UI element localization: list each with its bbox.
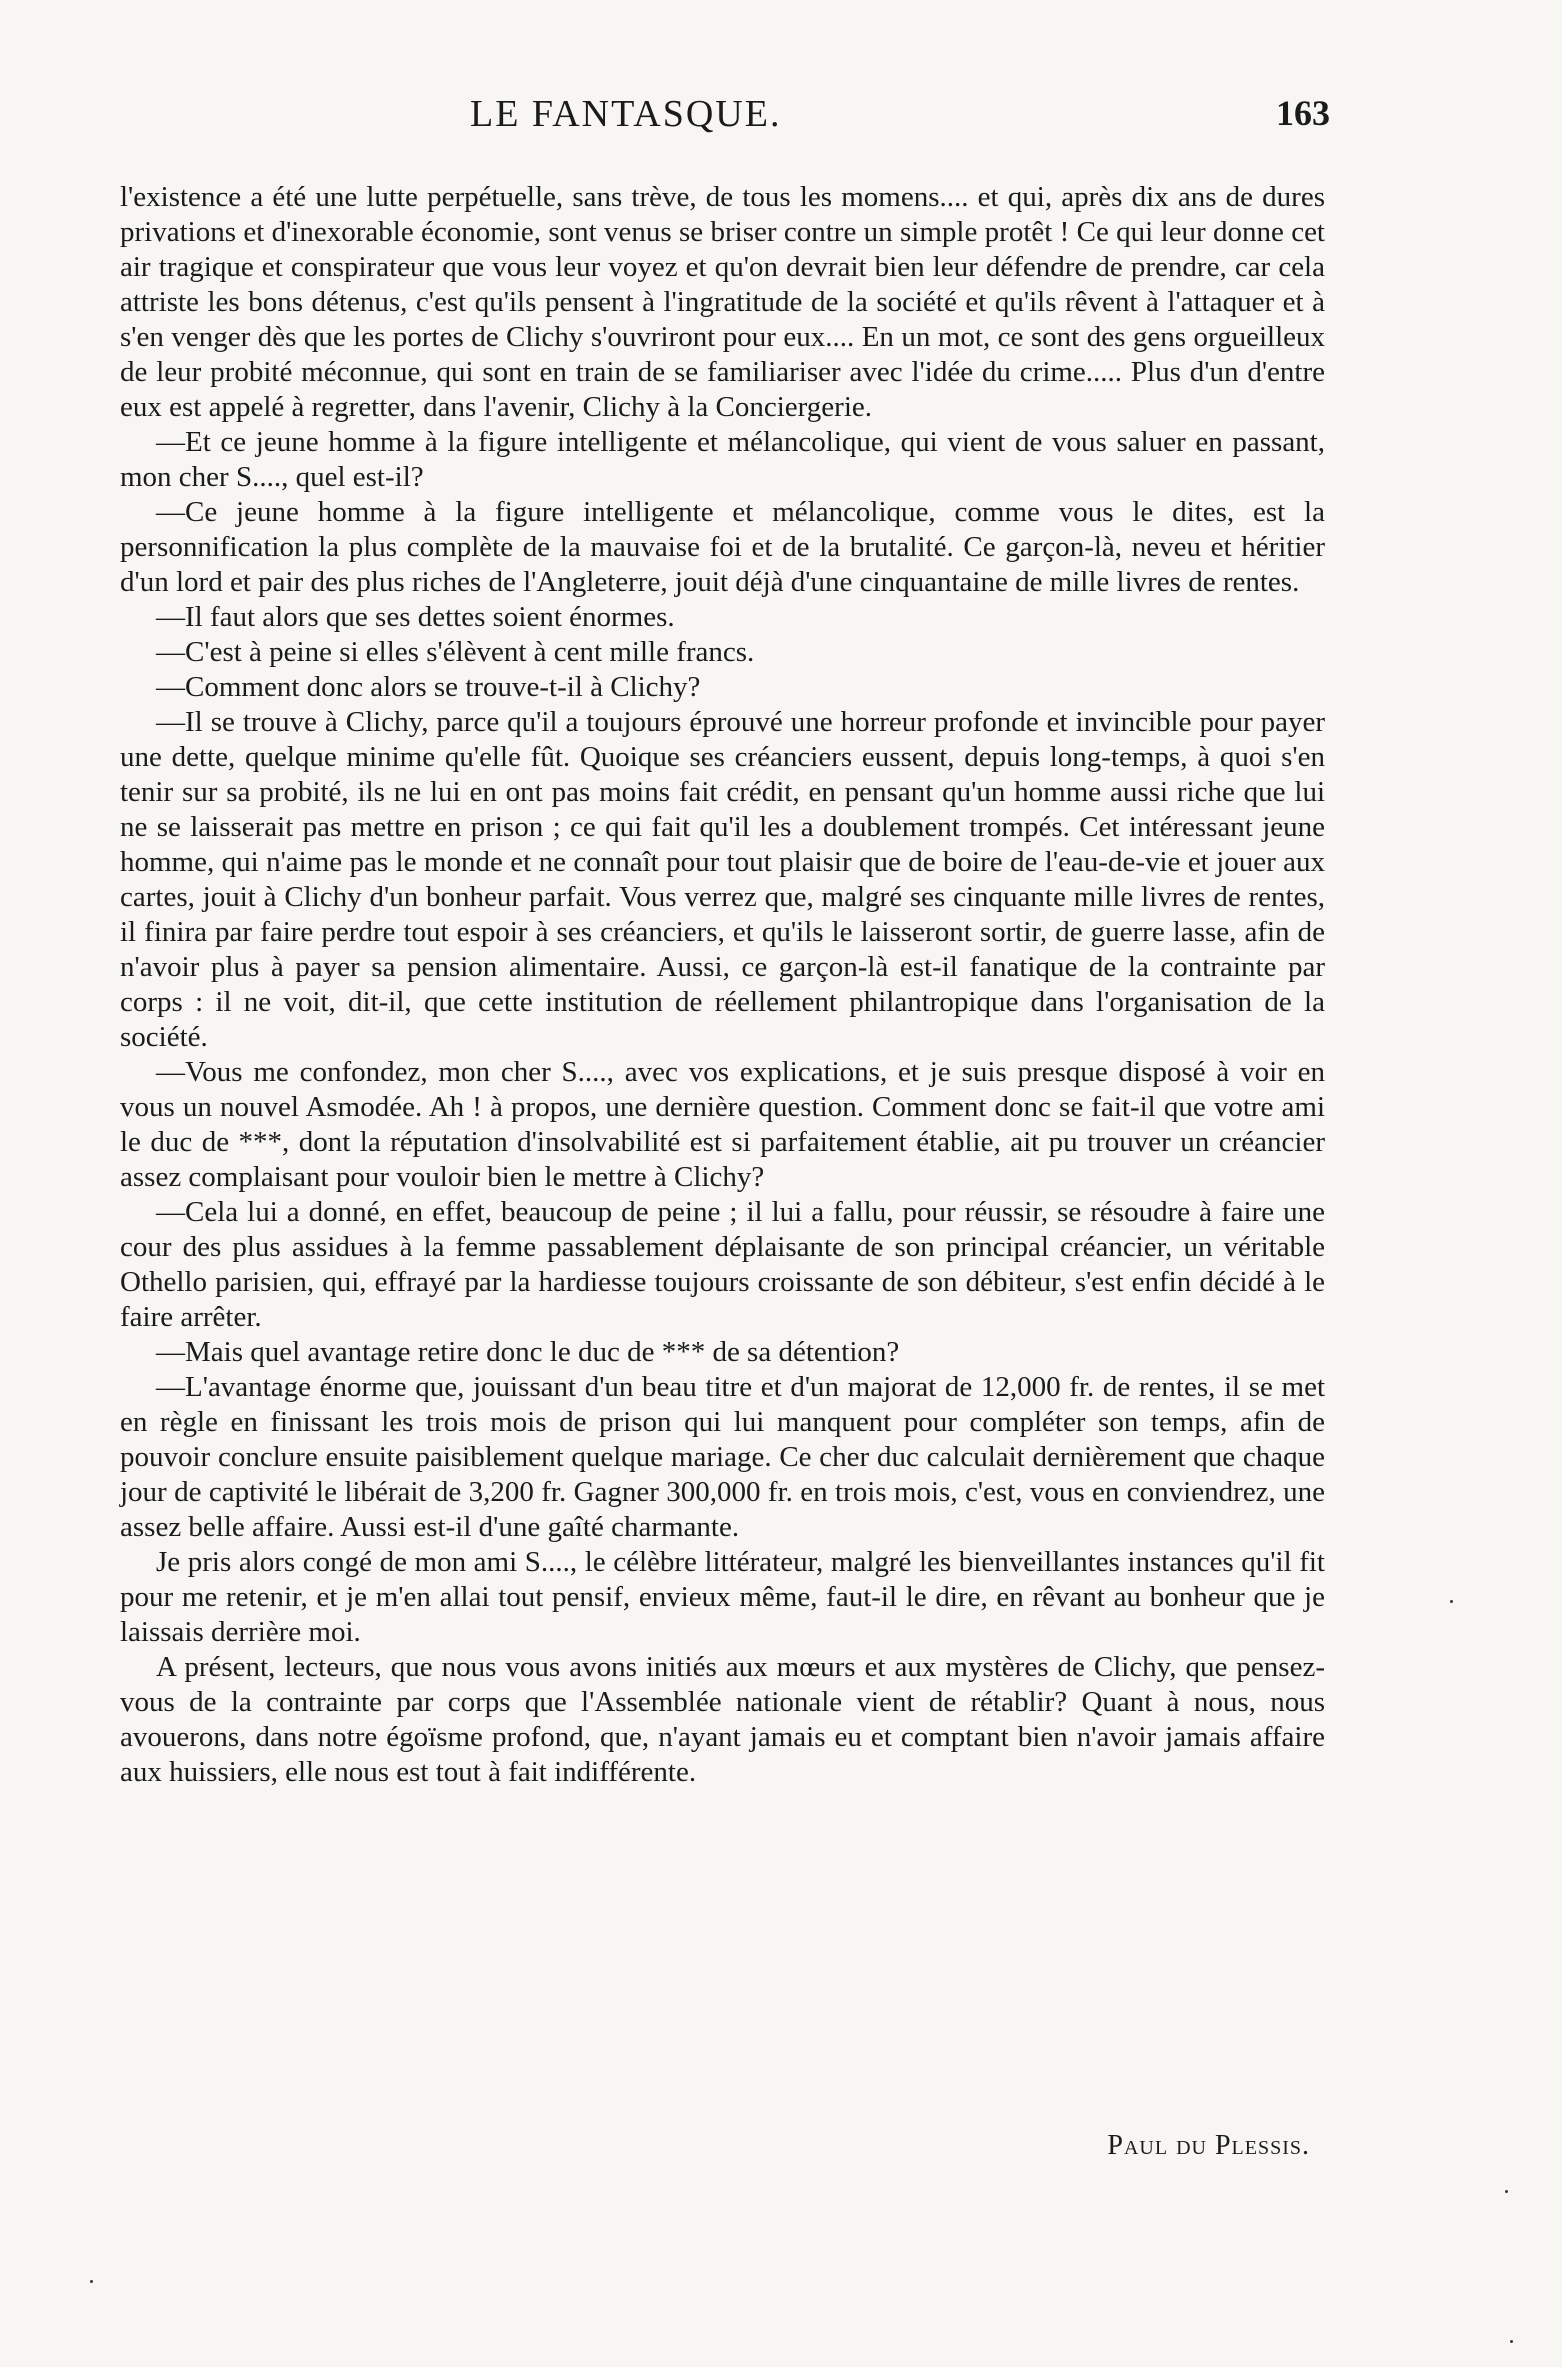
- paragraph: —Comment donc alors se trouve-t-il à Clichy?: [156, 671, 701, 703]
- paragraph: —L'avantage énorme que, jouissant d'un beau titre et d'un majorat de 12,000 fr. de rentes, il se met en règle en finissant les trois mois de prison qui lui manquent pour compléter son temps, afin de pouvoir conclure ensuite paisiblement quelque mariage. Ce cher duc calculait dernièrement que chaque jour de captivité le libérait de 3,200 fr. Gagner 300,000 fr. en trois mois, c'est, vous en conviendrez, une assez belle affaire. Aussi est-il d'une gaîté charmante.: [120, 1371, 1325, 1543]
- paragraph: —Mais quel avantage retire donc le duc de *** de sa détention?: [156, 1336, 900, 1368]
- paragraph: —Il faut alors que ses dettes soient énormes.: [156, 601, 675, 633]
- page-header: [100, 92, 1350, 152]
- paragraph: l'existence a été une lutte perpétuelle, sans trève, de tous les momens.... et qui, après dix ans de dures privations et d'inexorable économie, sont venus se briser contre un simple protêt ! Ce qui leur donne cet air tragique et conspirateur que vous leur voyez et qu'on devrait bien leur défendre de prendre, car cela attriste les bons détenus, c'est qu'ils pensent à l'ingratitude de la société et qu'ils rêvent à l'attaquer et à s'en venger dès que les portes de Clichy s'ouvriront pour eux.... En un mot, ce sont des gens orgueilleux de leur probité méconnue, qui sont en train de se familiariser avec l'idée du crime..... Plus d'un d'entre eux est appelé à regretter, dans l'avenir, Clichy à la Conciergerie.: [120, 181, 1325, 423]
- paragraph: —Ce jeune homme à la figure intelligente et mélancolique, comme vous le dites, est la personnification la plus complète de la mauvaise foi et de la brutalité. Ce garçon-là, neveu et héritier d'un lord et pair des plus riches de l'Angleterre, jouit déjà d'une cinquantaine de mille livres de rentes.: [120, 496, 1325, 598]
- running-title: LE FANTASQUE.: [470, 93, 782, 135]
- ink-speck: [1510, 2340, 1513, 2343]
- paragraph: —Vous me confondez, mon cher S...., avec vos explications, et je suis presque disposé à voir en vous un nouvel Asmodée. Ah ! à propos, une dernière question. Comment donc se fait-il que votre ami le duc de ***, dont la réputation d'insolvabilité est si parfaitement établie, ait pu trouver un créancier assez complaisant pour vouloir bien le mettre à Clichy?: [120, 1056, 1325, 1193]
- paragraph: —Cela lui a donné, en effet, beaucoup de peine ; il lui a fallu, pour réussir, se résoudre à faire une cour des plus assidues à la femme passablement déplaisante de son principal créancier, un véritable Othello parisien, qui, effrayé par la hardiesse toujours croissante de son débiteur, s'est enfin décidé à le faire arrêter.: [120, 1196, 1325, 1333]
- article-body: [120, 180, 1325, 1790]
- paragraph: —Et ce jeune homme à la figure intelligente et mélancolique, qui vient de vous saluer en passant, mon cher S...., quel est-il?: [120, 426, 1325, 493]
- paragraph: A présent, lecteurs, que nous vous avons initiés aux mœurs et aux mystères de Clichy, que pensez-vous de la contrainte par corps que l'Assemblée nationale vient de rétablir? Quant à nous, nous avouerons, dans notre égoïsme profond, que, n'ayant jamais eu et comptant bien n'avoir jamais affaire aux huissiers, elle nous est tout à fait indifférente.: [120, 1651, 1325, 1788]
- ink-speck: [1450, 1600, 1453, 1603]
- paragraph: —Il se trouve à Clichy, parce qu'il a toujours éprouvé une horreur profonde et invincible pour payer une dette, quelque minime qu'elle fût. Quoique ses créanciers eussent, depuis long-temps, à quoi s'en tenir sur sa probité, ils ne lui en ont pas moins fait crédit, en pensant qu'un homme aussi riche que lui ne se laisserait pas mettre en prison ; ce qui fait qu'il les a doublement trompés. Cet intéressant jeune homme, qui n'aime pas le monde et ne connaît pour tout plaisir que de boire de l'eau-de-vie et jouer aux cartes, jouit à Clichy d'un bonheur parfait. Vous verrez que, malgré ses cinquante mille livres de rentes, il finira par faire perdre tout espoir à ses créanciers, et qu'ils le laisseront sortir, de guerre lasse, afin de n'avoir plus à payer sa pension alimentaire. Aussi, ce garçon-là est-il fanatique de la contrainte par corps : il ne voit, dit-il, que cette institution de réellement philantropique dans l'organisation de la société.: [120, 706, 1325, 1053]
- ink-speck: [90, 2280, 93, 2283]
- ink-speck: [1505, 2190, 1508, 2193]
- paragraph: —C'est à peine si elles s'élèvent à cent mille francs.: [156, 636, 755, 668]
- author-signature: Paul du Plessis.: [1107, 2130, 1310, 2161]
- paragraph: Je pris alors congé de mon ami S...., le célèbre littérateur, malgré les bienveillantes instances qu'il fit pour me retenir, et je m'en allai tout pensif, envieux même, faut-il le dire, en rêvant au bonheur que je laissais derrière moi.: [120, 1546, 1325, 1648]
- page: [100, 80, 1350, 2280]
- page-number: 163: [1276, 93, 1330, 133]
